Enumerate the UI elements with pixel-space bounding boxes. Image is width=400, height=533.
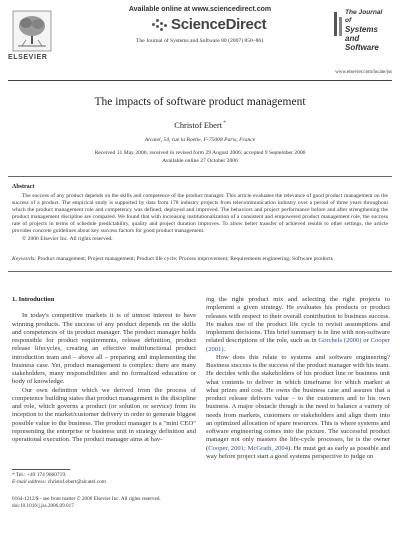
intro-paragraph-2: Our own definition which we derived from the process of competence building states that product management is the discipline and role, which governs a product (or solution or service) from its inception to the market/customer delivery in order to generate biggest possible value to the business. The product manager is a "mini CEO" representing the enterprise or business unit in strategy definition and operational execution. The product manager aims at hav- [12, 386, 197, 443]
article-dates [0, 149, 400, 165]
publisher-wordmark: ELSEVIER [8, 54, 48, 61]
intro-paragraph-4 [206, 354, 390, 461]
author-footnote [12, 472, 196, 485]
footnote-email [12, 479, 196, 486]
reference-link-gorchels[interactable]: Gorchels (2006) [318, 337, 362, 345]
section-heading-introduction: 1. Introduction [12, 296, 55, 303]
keywords-line [12, 256, 388, 262]
footnote-telephone: * Tel.: +49 174 9660719. [12, 472, 67, 478]
left-column [12, 296, 196, 444]
author-name [0, 121, 400, 130]
abstract-body [12, 193, 388, 243]
reference-link-cooper-mcgrath[interactable]: Cooper, 2001; McGrath, 2004 [208, 444, 289, 452]
keywords-text: Product management; Project management; Product life cycle; Process improvement; Requirements engineering; Software products [36, 256, 333, 262]
journal-header [0, 0, 400, 88]
intro-paragraph-3 [206, 296, 390, 354]
abstract-heading: Abstract [12, 184, 35, 190]
author-footnote-mark[interactable]: * [221, 121, 226, 127]
doi-link[interactable]: doi:10.1016/j.jss.2006.09.017 [12, 502, 74, 509]
journal-citation: The Journal of Systems and Software 80 (2007) 850–861 [135, 38, 264, 44]
right-column [206, 296, 390, 461]
abstract-text: The success of any product depends on the skills and competence of the product manager. This article evaluates the relevance of good product management on the success of a product. The empirical study is supported by data from 178 industry projects from telecommunication industry over a period of three years throughout which the product management role and competency was defined, deployed and improved. The behaviors and project performance before and after strengthening the product management discipline are compared. We found that with increasing institutionalization of a consistent and empowered product management role, the success rate of projects in terms of schedule predictability, quality and project duration improves. To allow better transfer of achieved results to other settings, the article provides concrete guidelines about key success factors for good product management. [12, 193, 388, 235]
paragraph-3-conjunction: or [361, 337, 371, 345]
front-matter-line: 0164-1212/$ - see front matter © 2006 Elsevier Inc. All rights reserved. [12, 496, 161, 502]
available-online-date: Available online 27 October 2006 [162, 158, 238, 164]
sciencedirect-dots-icon [152, 18, 168, 32]
journal-url-link[interactable]: www.elsevier.com/locate/jss [335, 70, 392, 75]
author-affiliation: Alcatel, 54, rue la Boetie, F-75008 Paris, France [144, 137, 256, 143]
sciencedirect-logo [152, 16, 266, 33]
email-address-link[interactable]: christof.ebert@alcatel.com [46, 478, 106, 485]
available-online-note: Available online at www.sciencedirect.com [128, 6, 272, 13]
journal-mark-icon [333, 11, 343, 37]
footnote-divider [12, 469, 70, 470]
keywords-bottom-rule [8, 271, 392, 272]
paragraph-4-text: How does this relate to systems and software engineering? Business success is the success of the product manager with his team. He decides with the stakeholders of his product line or business unit what contents to deliver in which timeframe for which market at what prizes and cost. He owns the business case and assures that a product release delivers value – to the customers and to his own business. A major obstacle though is the need to balance a variety of needs from markets, customers or stakeholders and align them into an optimized allocation of spare resources. This is where systems and software engineering comes into the picture. The successful product manager not only masters the life-cycle processes, he is the owner ( [206, 353, 390, 452]
elsevier-tree-icon [12, 10, 52, 52]
abstract-top-rule [8, 176, 392, 177]
journal-cover-line-2: Systems and [345, 25, 378, 43]
header-divider [8, 80, 392, 81]
reference-link-cooper[interactable]: Cooper (2001) [206, 337, 391, 353]
received-dates: Received 31 May 2006; received in revised form 29 August 2006; accepted 9 September 2006 [94, 150, 306, 156]
intro-paragraph-1: In today's competitive markets it is of utmost interest to have winning products. The success of any product depends on the skills and competences of its product manager. The product manager holds responsible for product requirements, release definition, product release lifecycles, creating an effective multifunctional product introduction team and – above all – preparing and implementing the business case. Yet, product management is complex: there are many stakeholders, many responsibilities and no formalized education or body of knowledge. [12, 312, 196, 386]
journal-cover-line-1: The Journal of [345, 9, 383, 24]
keywords-label: Keywords: [12, 256, 37, 262]
email-label: E-mail address: [12, 478, 47, 485]
copyright-notice [12, 496, 212, 509]
sciencedirect-wordmark: ScienceDirect [171, 16, 267, 33]
author-name-text: Christof Ebert [174, 121, 222, 130]
article-title: The impacts of software product management [94, 96, 306, 108]
paragraph-3-text: ing the right product mix and selecting the right projects to implement a given strategy. He evaluates his products or product releases with respect to their overall contribution to business success. He makes use of the product life cycle to revisit assumptions and implement decisions. This brief summary is in line with non-software related descriptions of the role, such as in [206, 296, 390, 345]
paragraph-3-end: . [223, 345, 226, 353]
abstract-copyright: © 2006 Elsevier Inc. All rights reserved. [22, 235, 113, 242]
paragraph-4-end: ). He must get as early as possible and way before project start a good systems perspective to judge on [206, 444, 390, 460]
journal-cover-line-3: Software [345, 43, 379, 52]
journal-cover-title [333, 8, 389, 66]
